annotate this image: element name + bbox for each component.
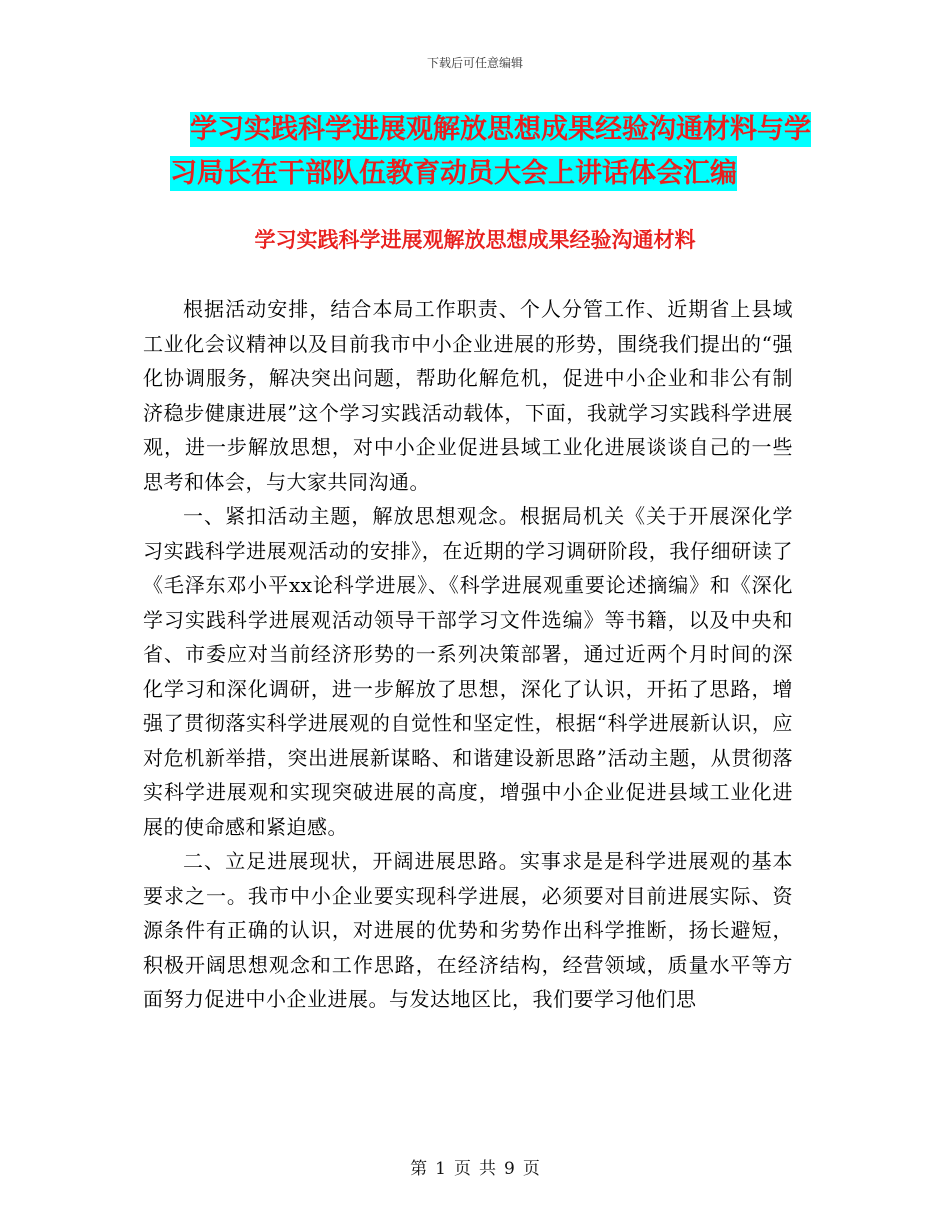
- title-highlight-1: 学习实践科学进展观解放思想成果经验沟通材料与学: [190, 114, 811, 145]
- total-pages: 9: [504, 1159, 515, 1179]
- document-title-line-1: [190, 108, 810, 152]
- page-number: 1: [435, 1159, 446, 1179]
- title-highlight-2: 习局长在干部队伍教育动员大会上讲话体会汇编: [170, 158, 737, 189]
- paragraph: 二、立足进展现状，开阔进展思路。实事求是是科学进展观的基本要求之一。我市中小企业要实现科学进展，必须要对目前进展实际、资源条件有正确的认识，对进展的优势和劣势作出科学推断，扬长避短，积极开阔思想观念和工作思路，在经济结构，经营领域，质量水平等方面努力促进中小企业进展。与发达地区比，我们要学习他们思: [143, 849, 793, 1011]
- document-title-line-2: [170, 152, 810, 196]
- footer-suffix: 页: [522, 1159, 540, 1179]
- paragraph: 根据活动安排，结合本局工作职责、个人分管工作、近期省上县域工业化会议精神以及目前我市中小企业进展的形势，围绕我们提出的“强化协调服务，解决突出问题，帮助化解危机，促进中小企业和非公有制济稳步健康进展”这个学习实践活动载体，下面，我就学习实践科学进展观，进一步解放思想，对中小企业促进县域工业化进展谈谈自己的一些思考和体会，与大家共同沟通。: [143, 297, 793, 494]
- footer-prefix: 第: [410, 1159, 428, 1179]
- document-title: [170, 108, 811, 196]
- footer-total-prefix: 共: [479, 1159, 496, 1179]
- header-note: 下载后可任意编辑: [426, 56, 523, 70]
- paragraph: 一、紧扣活动主题，解放思想观念。根据局机关《关于开展深化学习实践科学进展观活动的安排》，在近期的学习调研阶段，我仔细研读了《毛泽东邓小平xx论科学进展》、《科学进展观重要论述摘编》和《深化学习实践科学进展观活动领导干部学习文件选编》等书籍，以及中央和省、市委应对当前经济形势的一系列决策部署，通过近两个月时间的深化学习和深化调研，进一步解放了思想，深化了认识，开拓了思路，增强了贯彻落实科学进展观的自觉性和坚定性，根据“科学进展新认识，应对危机新举措，突出进展新谋略、和谐建设新思路”活动主题，从贯彻落实科学进展观和实现突破进展的高度，增强中小企业促进县域工业化进展的使命感和紧迫感。: [143, 504, 793, 839]
- footer-middle: 页: [454, 1159, 471, 1179]
- body-text: [143, 292, 793, 1017]
- section-title: 学习实践科学进展观解放思想成果经验沟通材料: [254, 228, 696, 252]
- page-footer: [0, 1154, 950, 1179]
